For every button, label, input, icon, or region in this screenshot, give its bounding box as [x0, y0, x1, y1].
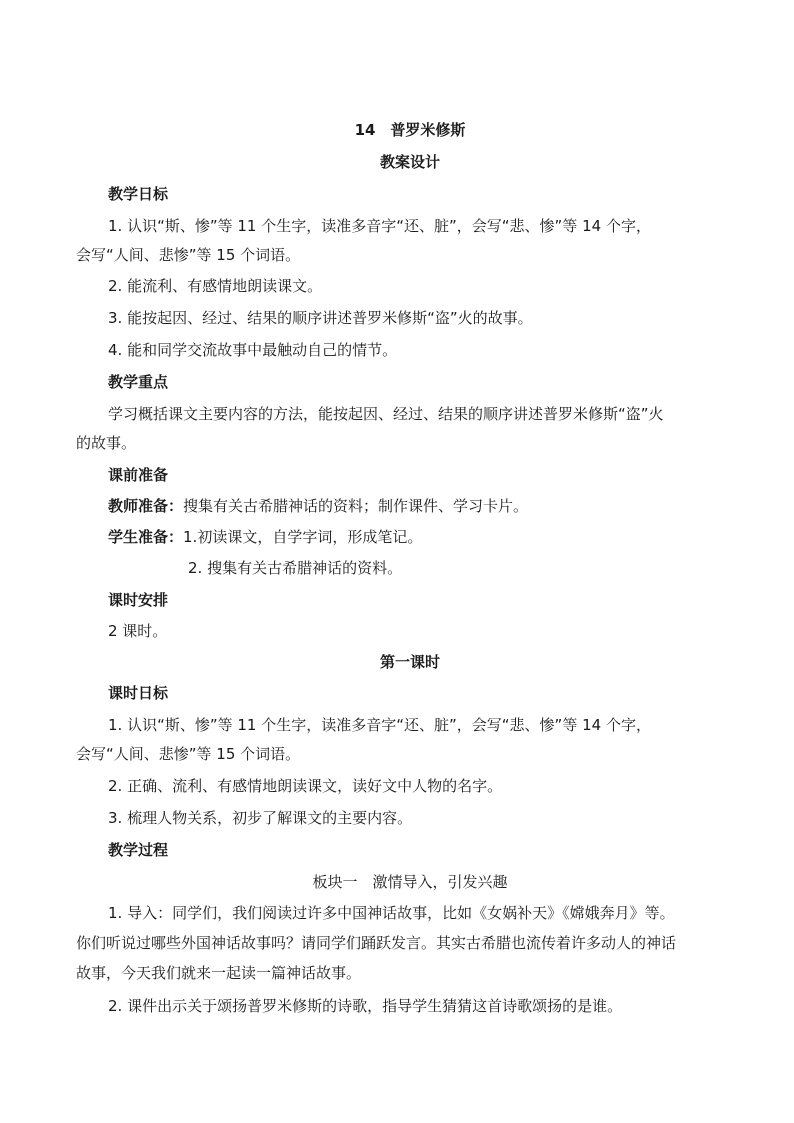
process-1-line-3: 故事，今天我们就来一起读一篇神话故事。: [76, 964, 362, 982]
schedule-text: 2 课时。: [108, 622, 168, 640]
goal-2: 2. 能流利、有感情地朗读课文。: [108, 277, 323, 295]
lesson-goal-1-line-2: 会写“人间、悲惨”等 15 个词语。: [76, 745, 301, 763]
lesson-goal-3: 3. 梳理人物关系，初步了解课文的主要内容。: [108, 809, 413, 827]
lesson-1-title: 第一课时: [379, 653, 440, 671]
student-prep-label: 学生准备：: [108, 528, 184, 546]
teacher-prep-label: 教师准备：: [108, 497, 184, 515]
teacher-prep-text: 搜集有关古希腊神话的资料；制作课件、学习卡片。: [183, 497, 529, 515]
goals-heading: 教学日标: [108, 185, 169, 203]
goal-1-line-2: 会写“人间、悲惨”等 15 个词语。: [76, 246, 301, 264]
student-prep-item-1: 1.初读课文，自学字词，形成笔记。: [183, 528, 423, 546]
design-subtitle: 教案设计: [379, 153, 440, 171]
key-line-2: 的故事。: [76, 434, 137, 452]
process-1-line-2: 你们听说过哪些外国神话故事吗？请同学们踊跃发言。其实古希腊也流传着许多动人的神话: [76, 934, 677, 952]
student-prep-item-2: 2. 搜集有关古希腊神话的资料。: [188, 559, 403, 577]
process-2: 2. 课件出示关于颂扬普罗米修斯的诗歌，指导学生猜猜这首诗歌颂扬的是谁。: [108, 997, 623, 1015]
prep-heading: 课前准备: [108, 466, 169, 484]
section-1-title: 板块一 激情导入，引发兴趣: [312, 873, 508, 891]
process-heading: 教学过程: [108, 841, 169, 859]
goal-4: 4. 能和同学交流故事中最触动自己的情节。: [108, 341, 398, 359]
key-heading: 教学重点: [108, 373, 169, 391]
key-line-1: 学习概括课文主要内容的方法，能按起因、经过、结果的顺序讲述普罗米修斯“盗”火: [108, 405, 664, 423]
lesson-goals-heading: 课时日标: [108, 684, 169, 702]
lesson-goal-2: 2. 正确、流利、有感情地朗读课文，读好文中人物的名字。: [108, 777, 503, 795]
lesson-goal-1-line-1: 1. 认识“斯、惨”等 11 个生字，读准多音字“还、脏”，会写“悲、惨”等 14 个字，: [108, 716, 651, 734]
teacher-prep: [108, 496, 528, 516]
student-prep: [108, 527, 422, 547]
lesson-title: 14 普罗米修斯: [354, 121, 466, 139]
goal-1-line-1: 1. 认识“斯、惨”等 11 个生字，读准多音字“还、脏”，会写“悲、惨”等 14 个字，: [108, 217, 651, 235]
process-1-line-1: 1. 导入：同学们，我们阅读过许多中国神话故事，比如《女娲补天》《嫦娥奔月》等。: [108, 904, 675, 922]
schedule-heading: 课时安排: [108, 591, 169, 609]
goal-3: 3. 能按起因、经过、结果的顺序讲述普罗米修斯“盗”火的故事。: [108, 309, 533, 327]
